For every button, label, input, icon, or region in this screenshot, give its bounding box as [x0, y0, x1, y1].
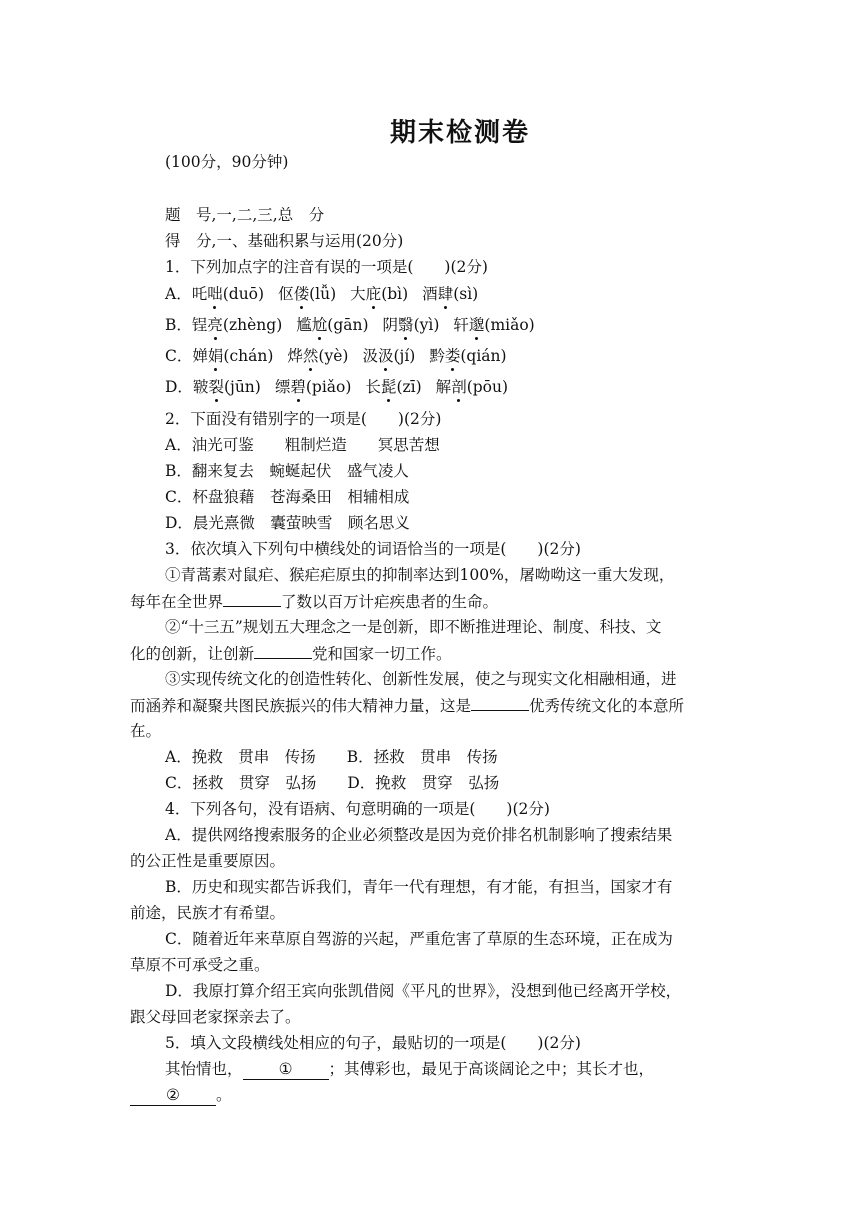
- exam-subtitle: (100分，90分钟): [165, 153, 289, 171]
- q1-option-d: [165, 377, 508, 397]
- pinyin: (miǎo): [484, 316, 535, 334]
- pinyin-word: 吒咄(duō): [191, 285, 265, 303]
- pinyin: (sì): [453, 285, 479, 303]
- pinyin-word: 伛偻(lǚ): [278, 285, 337, 303]
- pinyin: (qián): [460, 347, 507, 365]
- option-letter: B．: [165, 316, 192, 334]
- q5-stem: 5．填入文段横线处相应的句子，最贴切的一项是( )(2分): [165, 1034, 581, 1052]
- emphasis-dot-char: 尬: [311, 316, 328, 334]
- q2-stem: 2．下面没有错别字的一项是( )(2分): [165, 410, 442, 428]
- score-table-score-row: [165, 231, 403, 251]
- q5-text-c: 。: [216, 1086, 232, 1104]
- q3-sentence3-line2: [130, 695, 684, 716]
- pinyin: (yè): [318, 347, 349, 365]
- emphasis-dot-char: 碧: [290, 378, 306, 396]
- q5-blank-1: ①: [243, 1059, 329, 1080]
- section1-heading: 一、基础积累与运用(20分): [216, 232, 404, 250]
- score-table-header-row: 题 号,一,二,三,总 分: [165, 206, 325, 224]
- option-letter: A．: [165, 285, 192, 303]
- q3-options-row2: C．拯救 贯穿 弘扬 D．挽救 贯穿 弘扬: [165, 774, 500, 792]
- q2-option-a: A．油光可鉴 粗制烂造 冥思苦想: [165, 436, 440, 454]
- pinyin: (jūn): [223, 378, 261, 396]
- emphasis-dot-char: 剖: [451, 378, 467, 396]
- pinyin: (zī): [396, 378, 422, 396]
- q3-sentence3-line3: 在。: [130, 722, 162, 740]
- emphasis-dot-char: 裂: [208, 378, 224, 396]
- q3-s2-text-b: 党和国家一切工作。: [312, 645, 452, 663]
- pinyin-word: 婵娟(chán): [192, 347, 274, 365]
- emphasis-dot-char: 邈: [468, 316, 485, 334]
- q3-s1-text-a: 每年在全世界: [130, 593, 224, 611]
- q5-blank-2: ②: [130, 1085, 216, 1106]
- pinyin-word: 轩邈(miǎo): [453, 316, 535, 334]
- q3-sentence2-line2: [130, 643, 452, 664]
- emphasis-dot-char: 肆: [437, 285, 454, 303]
- pinyin-word: 皲裂(jūn): [192, 378, 261, 396]
- pinyin-word: 缥碧(piǎo): [274, 378, 352, 396]
- pinyin: (gān): [327, 316, 369, 334]
- emphasis-dot-char: 庇: [365, 285, 382, 303]
- q3-s2-text-a: 化的创新，让创新: [130, 645, 255, 663]
- q4-option-b-line1: B．历史和现实都告诉我们，青年一代有理想，有才能，有担当，国家才有: [165, 878, 673, 896]
- score-row-prefix: 得 分,: [165, 232, 217, 250]
- pinyin-word: 阴翳(yì): [382, 316, 440, 334]
- pinyin: (lǚ): [309, 285, 337, 303]
- emphasis-dot-char: 髭: [380, 378, 397, 396]
- q1-stem: 1．下列加点字的注音有误的一项是( )(2分): [165, 258, 488, 276]
- emphasis-dot-char: 娄: [444, 347, 461, 365]
- q4-option-d-line2: 跟父母回老家探亲去了。: [130, 1008, 301, 1026]
- emphasis-dot-char: 娟: [207, 347, 224, 365]
- q3-stem: 3．依次填入下列句中横线处的词语恰当的一项是( )(2分): [165, 540, 581, 558]
- q3-s3-text-a: 而涵养和凝聚共图民族振兴的伟大精神力量，这是: [130, 697, 472, 715]
- q4-option-a-line2: 的公正性是重要原因。: [130, 852, 286, 870]
- pinyin: (jí): [393, 347, 416, 365]
- fill-blank: [254, 643, 312, 659]
- q2-option-b: B．翻来复去 蜿蜒起伏 盛气凌人: [165, 462, 409, 480]
- q5-text-a: 其怡情也，: [165, 1060, 243, 1078]
- q4-option-a-line1: A．提供网络搜索服务的企业必须整改是因为竞价排名机制影响了搜索结果: [165, 826, 673, 844]
- q2-option-c: C．杯盘狼藉 苍海桑田 相辅相成: [165, 488, 410, 506]
- q2-option-d: D．晨光熹微 囊萤映雪 顾名思义: [165, 514, 410, 532]
- q3-sentence3-line1: ③实现传统文化的创造性转化、创新性发展，使之与现实文化相融相通，进: [165, 670, 677, 688]
- pinyin: (duō): [222, 285, 265, 303]
- pinyin-word: 尴尬(gān): [296, 316, 369, 334]
- pinyin: (chán): [223, 347, 274, 365]
- q5-passage-line2: [130, 1085, 232, 1106]
- fill-blank: [471, 695, 529, 711]
- q3-options-row1: A．挽救 贯串 传扬 B．拯救 贯串 传扬: [165, 748, 498, 766]
- q1-option-a: [165, 284, 478, 304]
- q3-sentence1-line2: [130, 591, 498, 612]
- pinyin-word: 汲汲(jí): [362, 347, 416, 365]
- emphasis-dot-char: 汲: [377, 347, 394, 365]
- pinyin-word: 长髭(zī): [365, 378, 422, 396]
- q4-option-c-line1: C．随着近年来草原自驾游的兴起，严重危害了草原的生态环境，正在成为: [165, 930, 673, 948]
- q3-s1-text-b: 了数以百万计疟疾患者的生命。: [281, 593, 499, 611]
- pinyin-word: 黔娄(qián): [429, 347, 507, 365]
- option-letter: D．: [165, 378, 193, 396]
- q3-sentence1-line1: ①青蒿素对鼠疟、猴疟疟原虫的抑制率达到100%，屠呦呦这一重大发现，: [165, 566, 675, 584]
- q1-option-b: [165, 315, 535, 335]
- pinyin: (yì): [413, 316, 440, 334]
- pinyin-word: 烨然(yè): [287, 347, 349, 365]
- pinyin-word: 解剖(pōu): [435, 378, 509, 396]
- q3-sentence2-line1: ②“十三五”规划五大理念之一是创新，即不断推进理论、制度、科技、文: [165, 618, 662, 636]
- q3-s3-text-b: 优秀传统文化的本意所: [529, 697, 685, 715]
- emphasis-dot-char: 咄: [207, 285, 223, 303]
- q4-option-c-line2: 草原不可承受之重。: [130, 956, 270, 974]
- pinyin: (pōu): [466, 378, 509, 396]
- page-title: 期末检测卷: [389, 118, 530, 148]
- pinyin-word: 锃亮(zhèng): [191, 316, 283, 334]
- emphasis-dot-char: 翳: [398, 316, 414, 334]
- pinyin: (bì): [381, 285, 409, 303]
- emphasis-dot-char: 偻: [293, 285, 310, 303]
- option-letter: C．: [165, 347, 193, 365]
- pinyin-word: 酒肆(sì): [422, 285, 479, 303]
- q1-option-c: [165, 346, 507, 366]
- q4-stem: 4．下列各句，没有语病、句意明确的一项是( )(2分): [165, 800, 550, 818]
- emphasis-dot-char: 然: [302, 347, 319, 365]
- q4-option-d-line1: D．我原打算介绍王宾向张凯借阅《平凡的世界》，没想到他已经离开学校，: [165, 982, 682, 1000]
- pinyin: (zhèng): [222, 316, 283, 334]
- q4-option-b-line2: 前途，民族才有希望。: [130, 904, 286, 922]
- fill-blank: [223, 591, 281, 607]
- q5-passage-line1: [165, 1059, 654, 1080]
- q5-text-b: ；其傅彩也，最见于高谈阔论之中；其长才也，: [328, 1060, 655, 1078]
- pinyin: (piǎo): [305, 378, 352, 396]
- pinyin-word: 大庇(bì): [350, 285, 409, 303]
- emphasis-dot-char: 亮: [207, 316, 223, 334]
